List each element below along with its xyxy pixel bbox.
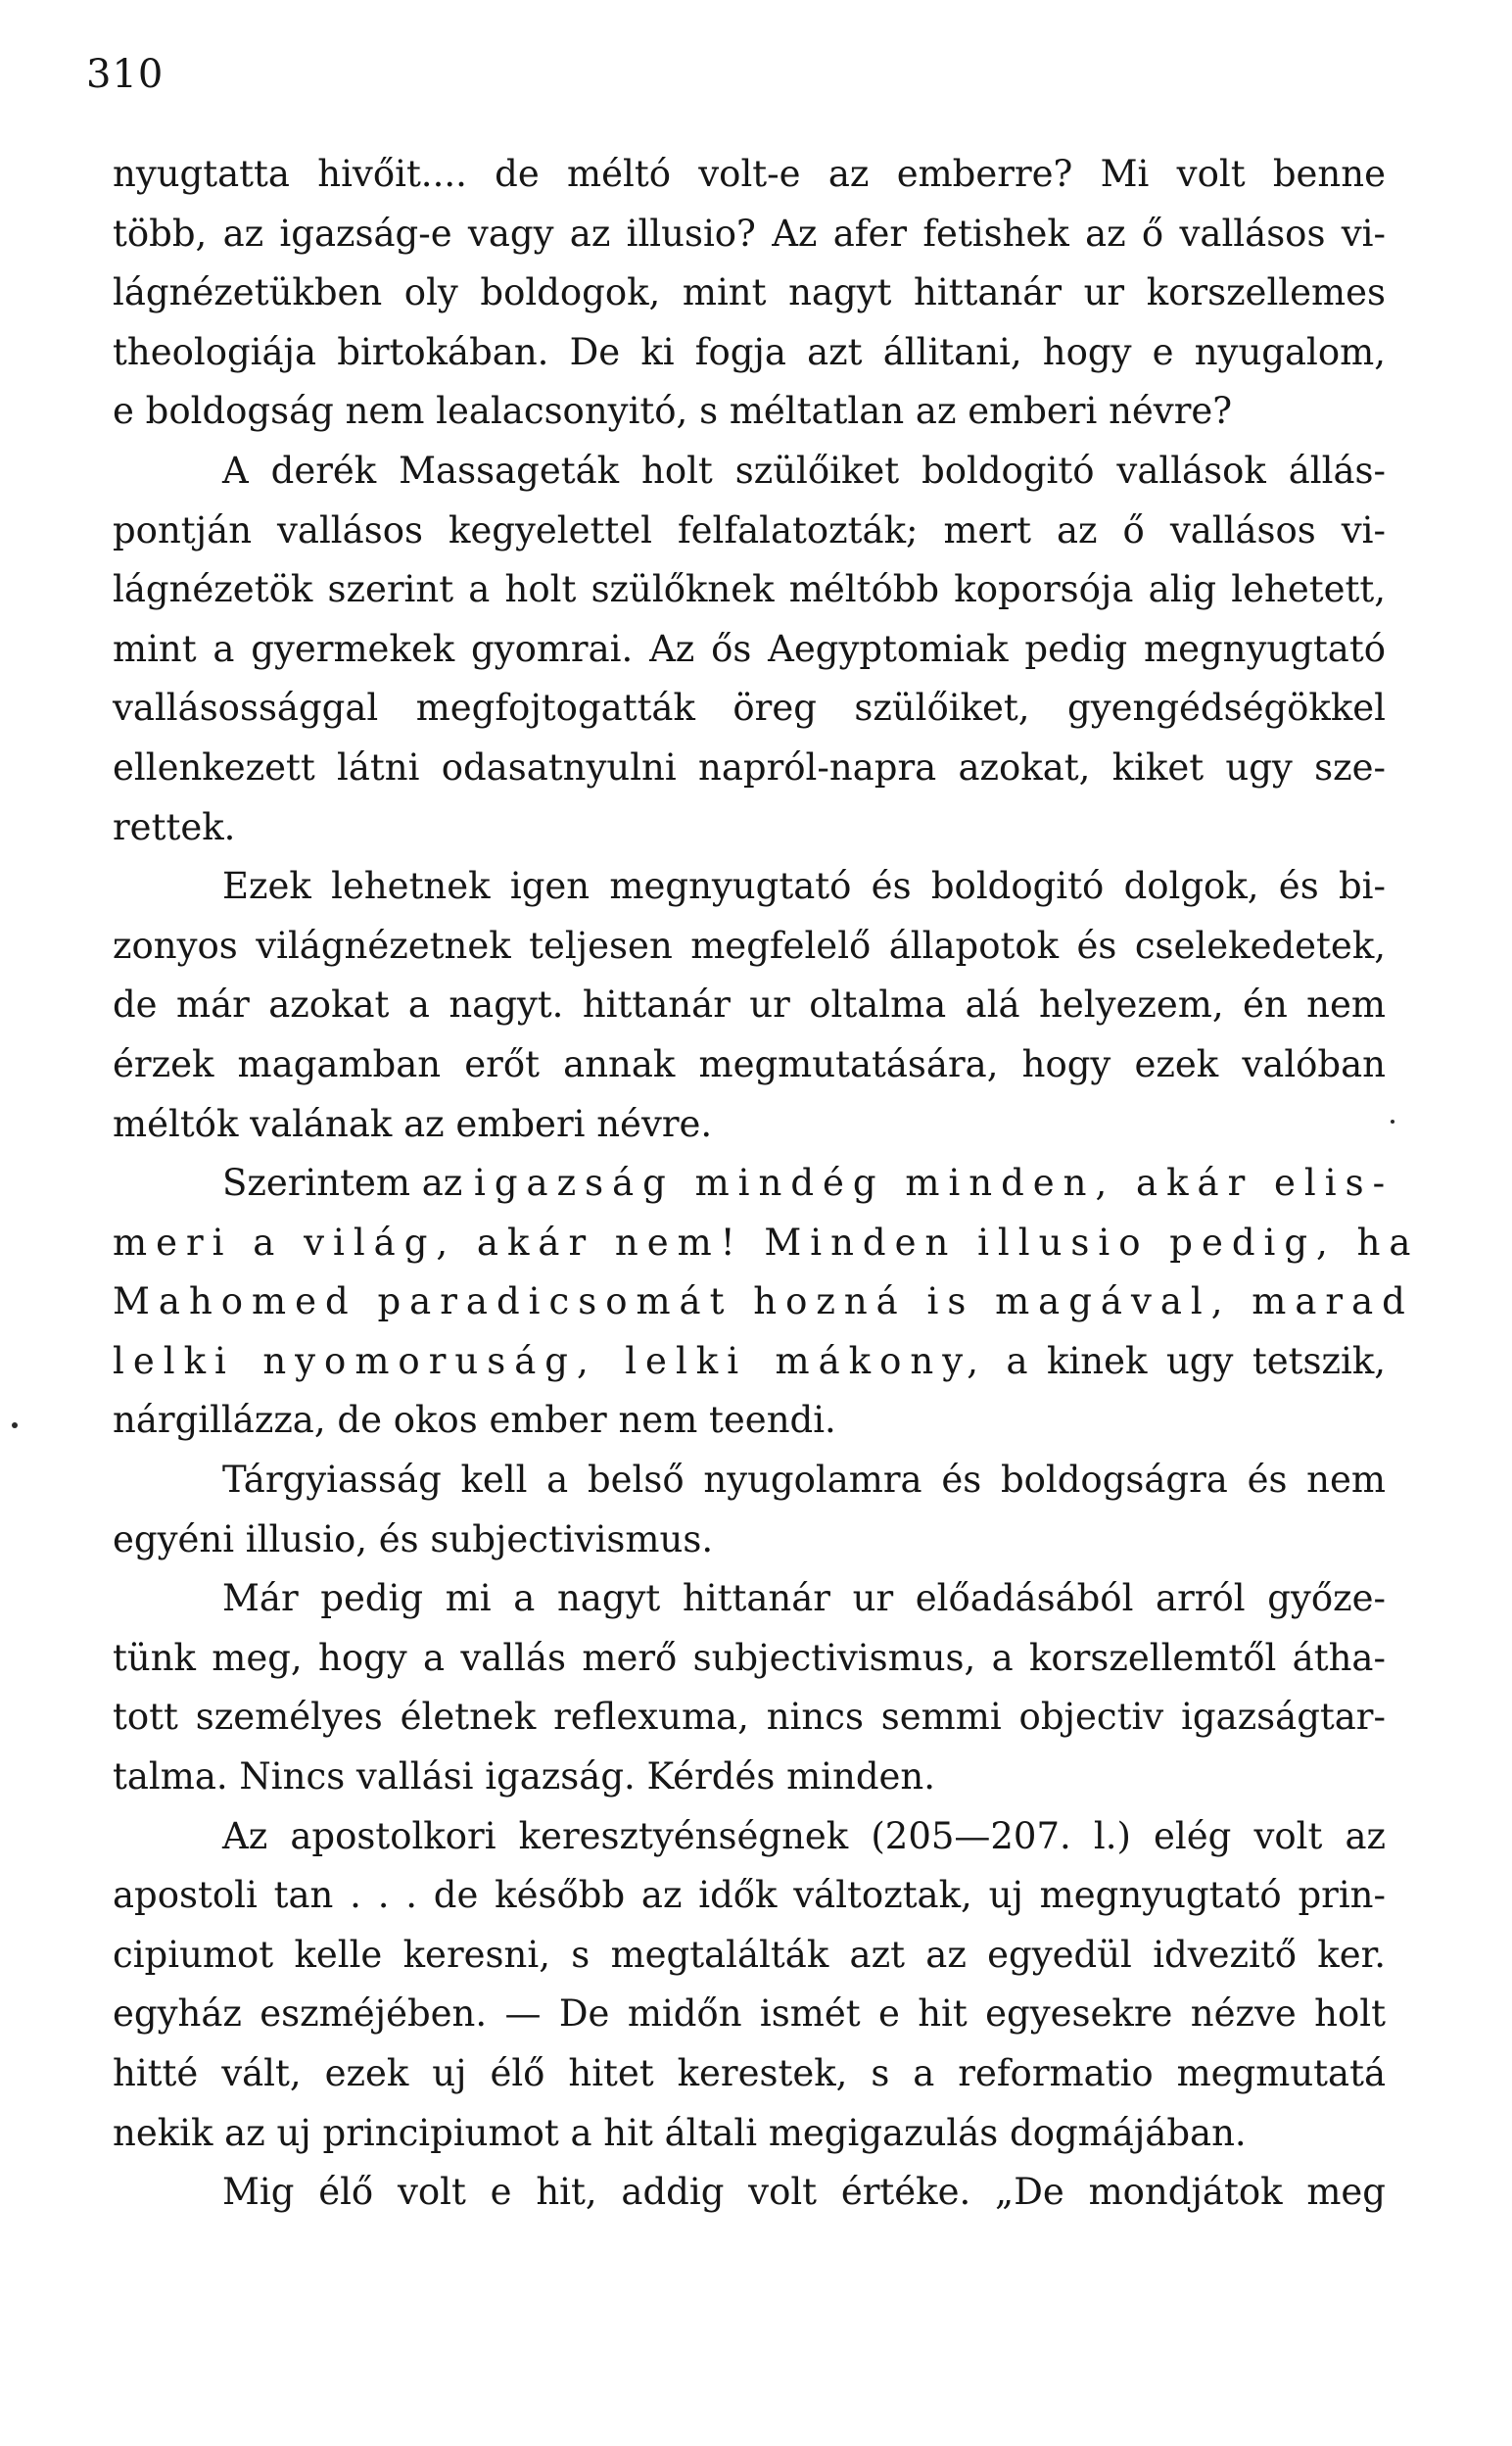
text-line-23: Tárgyiasság kell a belső nyugolamra és boldogságra és nem [222,1459,1386,1502]
text-line-26: tünk meg, hogy a vallás merő subjectivismus, a korszellemtől átha- [113,1636,1386,1679]
body-text [113,145,1420,2223]
text-line-7: pontján vallásos kegyelettel felfalatozták; mert az ő vallásos vi- [113,508,1386,552]
text-line-30: apostoli tan . . . de később az idők változtak, uj megnyugtató prin- [113,1874,1386,1917]
text-line-18-spaced: igazság mindég minden, akár elis- [474,1162,1394,1205]
text-line-2: több, az igazság-e vagy az illusio? Az afer fetishek az ő vallásos vi- [113,212,1386,255]
text-line-16: érzek magamban erőt annak megmutatására, hogy ezek valóban [113,1042,1386,1085]
text-line-28: talma. Nincs vallási igazság. Kérdés minden. [113,1755,936,1799]
text-line-24: egyéni illusio, és subjectivismus. [113,1517,714,1560]
text-line-27: tott személyes életnek reflexuma, nincs semmi objectiv igazságtar- [113,1696,1386,1739]
text-line-22: nárgillázza, de okos ember nem teendi. [113,1399,836,1442]
text-line-17: méltók valának az emberi névre. [113,1102,713,1145]
text-line-21 [113,1332,1386,1392]
text-line-19: meri a világ, akár nem! Minden illusio pedig, ha [113,1221,1420,1264]
text-line-5: e boldogság nem lealacsonyitó, s méltatlan az emberi névre? [113,390,1233,433]
text-line-20: Mahomed paradicsomát hozná is magával, marad [113,1280,1414,1323]
margin-speck [1391,1120,1394,1124]
text-line-11: ellenkezett látni odasatnyulni napról-napra azokat, kiket ugy sze- [113,745,1386,789]
text-line-34: nekik az uj principiumot a hit általi megigazulás dogmájában. [113,2111,1247,2154]
text-line-14: zonyos világnézetnek teljesen megfelelő állapotok és cselekedetek, [113,924,1386,967]
margin-speck [12,1422,18,1428]
text-line-1: nyugtatta hivőit.... de méltó volt-e az emberre? Mi volt benne [113,153,1386,195]
text-line-9: mint a gyermekek gyomrai. Az ős Aegyptomiak pedig megnyugtató [113,627,1386,670]
text-line-6: A derék Massageták holt szülőiket boldogitó vallások állás- [222,449,1386,492]
text-line-25: Már pedig mi a nagyt hittanár ur előadásából arról győze- [222,1577,1386,1620]
text-line-33: hitté vált, ezek uj élő hitet kerestek, s a reformatio megmutatá [113,2052,1386,2094]
text-line-4: theologiája birtokában. De ki fogja azt állitani, hogy e nyugalom, [113,330,1386,373]
text-line-10: vallásossággal megfojtogatták öreg szülőiket, gyengédségökkel [113,687,1386,730]
text-line-29: Az apostolkori keresztyénségnek (205—207. l.) elég volt az [222,1814,1386,1857]
text-line-3: lágnézetükben oly boldogok, mint nagyt hittanár ur korszellemes [113,271,1386,314]
text-line-12: rettek. [113,805,236,848]
text-line-21-plain: a kinek ugy tetszik, [986,1339,1387,1382]
text-line-18 [113,1154,1394,1214]
page-number: 310 [86,52,165,97]
text-line-32: egyház eszméjében. — De midőn ismét e hit egyesekre nézve holt [113,1992,1386,2036]
text-line-18-plain: Szerintem az [222,1162,475,1205]
text-line-21-spaced: lelki nyomoruság, lelki mákony, [113,1339,987,1382]
text-line-15: de már azokat a nagyt. hittanár ur oltalma alá helyezem, én nem [113,983,1386,1027]
text-line-35: Mig élő volt e hit, addig volt értéke. „De mondjátok meg [222,2171,1386,2214]
text-line-13: Ezek lehetnek igen megnyugtató és boldogitó dolgok, és bi- [222,865,1386,908]
text-line-31: cipiumot kelle keresni, s megtalálták azt az egyedül idvezitő ker. [113,1933,1386,1976]
text-line-8: lágnézetök szerint a holt szülőknek méltóbb koporsója alig lehetett, [113,568,1386,611]
